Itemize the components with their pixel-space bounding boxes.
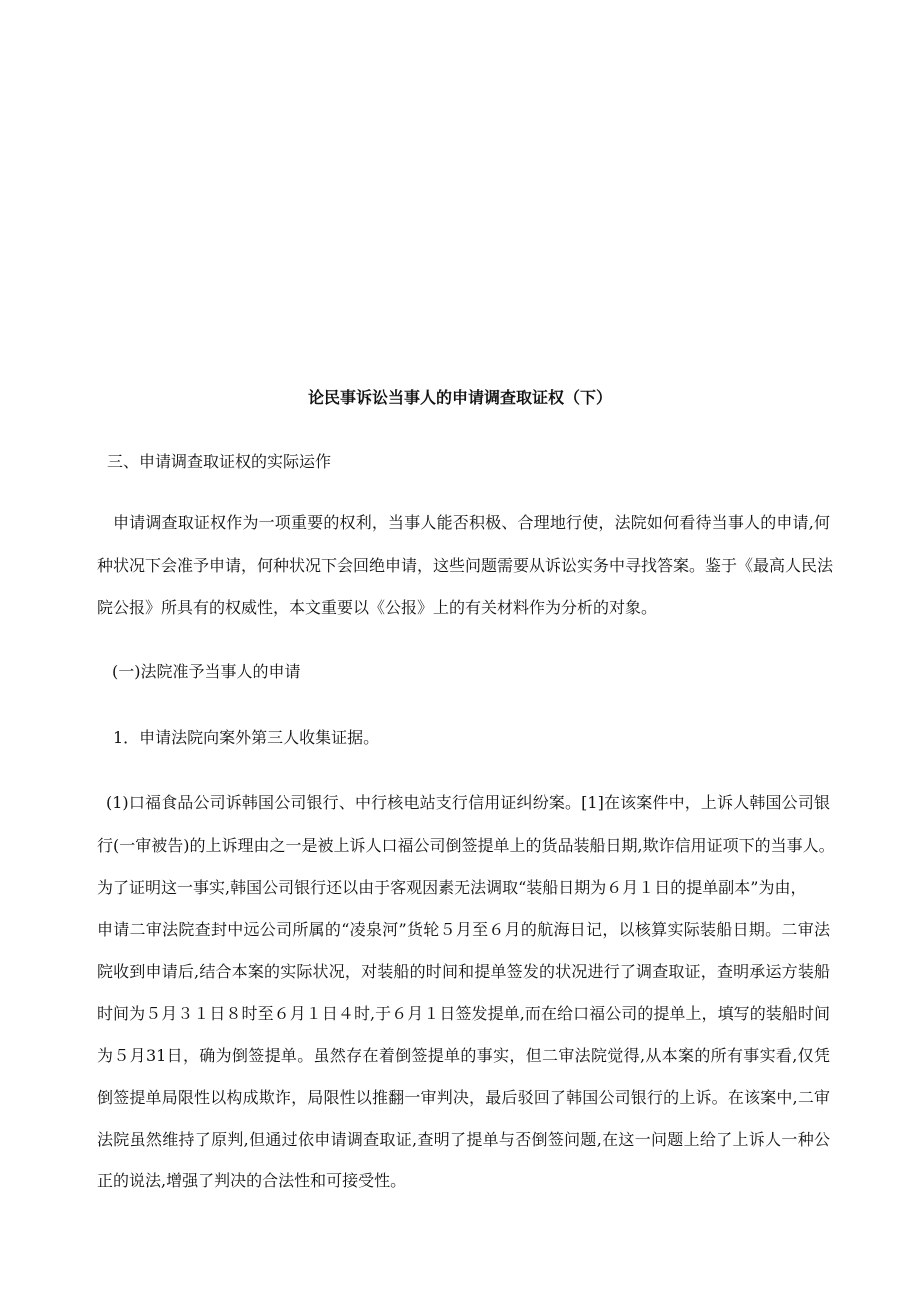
paragraph-line: 为了证明这一事实,韩国公司银行还以由于客观因素无法调取“装船日期为６月１日的提单副本”为由， [97,878,807,897]
document-title: 论民事诉讼当事人的申请调查取证权（下） [307,388,612,407]
paragraph-line: 种状况下会准予申请，何种状况下会回绝申请，这些问题需要从诉讼实务中寻找答案。鉴于《最高人民法 [97,556,834,575]
paragraph-line: 时间为５月３１日８时至６月１日４时,于６月１日签发提单,而在给口福公司的提单上，填写的装船时间 [97,1004,830,1023]
section-heading: 三、申请调查取证权的实际运作 [107,452,332,471]
paragraph-line: 院公报》所具有的权威性，本文重要以《公报》上的有关材料作为分析的对象。 [97,598,658,617]
paragraph-line: 申请调查取证权作为一项重要的权利，当事人能否积极、合理地行使，法院如何看待当事人的申请,何 [113,513,830,532]
paragraph-line: 正的说法,增强了判决的合法性和可接受性。 [97,1171,407,1190]
paragraph-line: 院收到申请后,结合本案的实际状况，对装船的时间和提单签发的状况进行了调查取证，查明承运方装船 [97,962,830,981]
paragraph-line: 行(一审被告)的上诉理由之一是被上诉人口福公司倒签提单上的货品装船日期,欺诈信用证项下的当事人。 [97,836,835,855]
paragraph-line: 申请二审法院查封中远公司所属的“凌泉河”货轮５月至６月的航海日记，以核算实际装船日期。二审法 [97,920,830,939]
paragraph-line: 为５月31日，确为倒签提单。虽然存在着倒签提单的事实，但二审法院觉得,从本案的所有事实看,仅凭 [97,1046,830,1065]
subsection-heading: (一)法院准予当事人的申请 [112,662,301,681]
paragraph-line: 法院虽然维持了原判,但通过依申请调查取证,查明了提单与否倒签问题,在这一问题上给了上诉人一种公 [97,1130,830,1149]
paragraph-line: 倒签提单局限性以构成欺诈，局限性以推翻一审判决，最后驳回了韩国公司银行的上诉。在该案中,二审 [97,1088,830,1107]
paragraph-line: (1)口福食品公司诉韩国公司银行、中行核电站支行信用证纠纷案。[1]在该案件中，上诉人韩国公司银 [106,793,830,812]
item-heading: 1．申请法院向案外第三人收集证据。 [113,728,380,747]
